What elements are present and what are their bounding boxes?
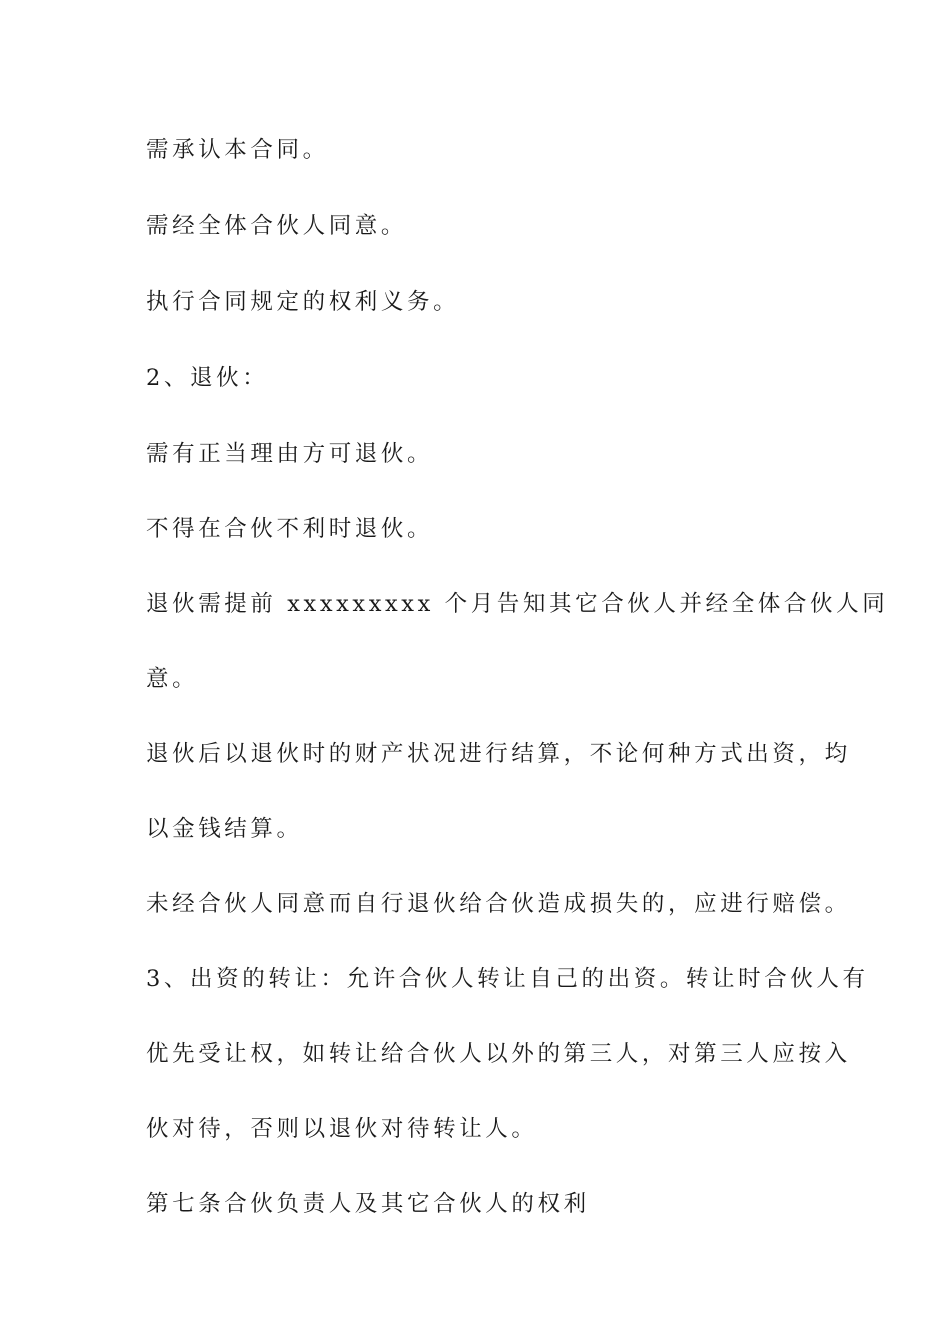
text-line: 需有正当理由方可退伙。 — [146, 441, 434, 467]
text-line: 意。 — [146, 666, 199, 692]
text-line: 伙对待，否则以退伙对待转让人。 — [146, 1116, 538, 1142]
text-line: 需承认本合同。 — [146, 137, 329, 163]
text-line: 不得在合伙不利时退伙。 — [146, 516, 434, 542]
section-heading: 第七条合伙负责人及其它合伙人的权利 — [146, 1191, 590, 1217]
text-line: 退伙后以退伙时的财产状况进行结算，不论何种方式出资，均 — [146, 741, 851, 767]
text-line: 以金钱结算。 — [146, 816, 303, 842]
text-line: 需经全体合伙人同意。 — [146, 213, 408, 239]
text-line: 优先受让权，如转让给合伙人以外的第三人，对第三人应按入 — [146, 1041, 851, 1067]
text-line: 3、出资的转让：允许合伙人转让自己的出资。转让时合伙人有 — [146, 966, 869, 992]
text-line: 退伙需提前 xxxxxxxxx 个月告知其它合伙人并经全体合伙人同 — [146, 591, 889, 617]
section-heading: 2、退伙： — [146, 365, 269, 391]
text-line: 执行合同规定的权利义务。 — [146, 289, 460, 315]
text-line: 未经合伙人同意而自行退伙给合伙造成损失的，应进行赔偿。 — [146, 891, 851, 917]
